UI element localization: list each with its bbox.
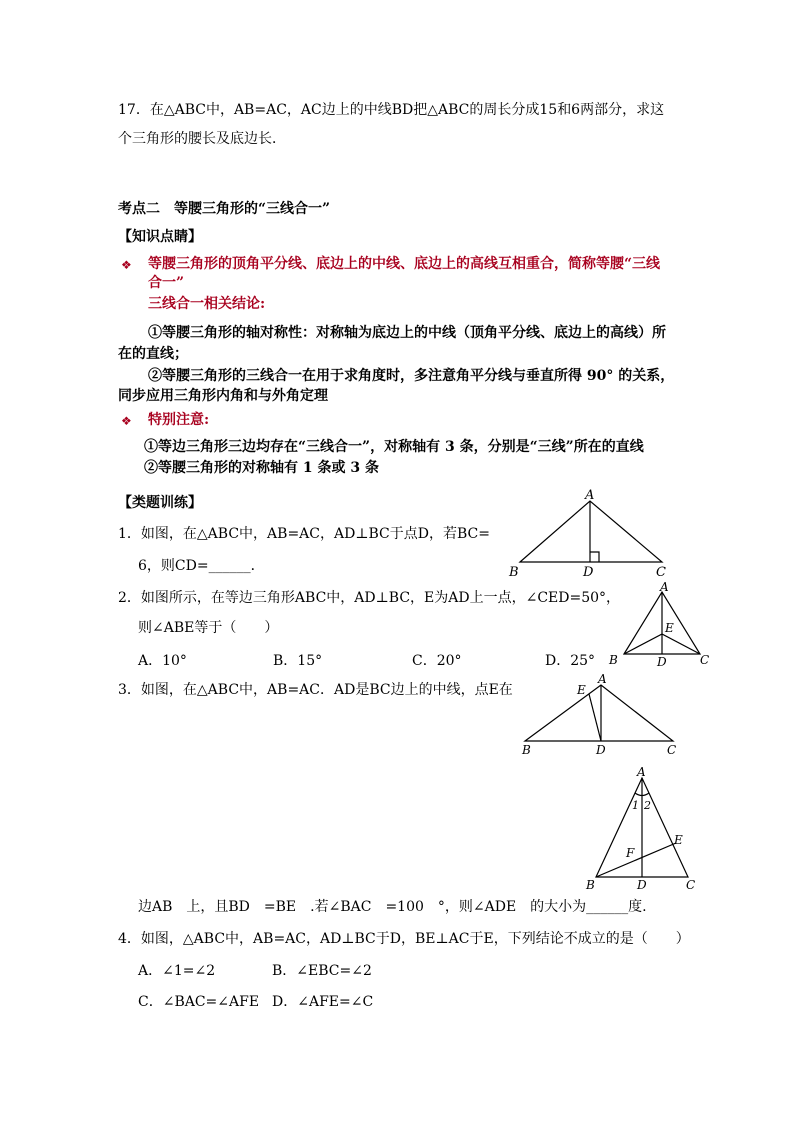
p2-line2: 则∠ABE等于（ ） <box>138 620 279 636</box>
point1-line2: 合一” <box>148 275 185 291</box>
conclusion1-line1: ①等腰三角形的轴对称性：对称轴为底边上的中线（顶角平分线、底边上的高线）所 <box>148 325 666 341</box>
fig2-label-c: C <box>700 653 710 667</box>
fig2-label-a: A <box>660 580 669 594</box>
p4-option-a[interactable]: A．∠1=∠2 <box>138 963 216 979</box>
fig3-label-b: B <box>522 743 531 757</box>
conclusion-title: 三线合一相关结论: <box>148 296 266 312</box>
p2-option-a[interactable]: A．10° <box>138 653 187 669</box>
p4-option-c[interactable]: C．∠BAC=∠AFE <box>138 994 260 1010</box>
p4-line1: 4．如图，△ABC中，AB=AC，AD⊥BC于D，BE⊥AC于E，下列结论不成立的是（ ） <box>118 931 690 947</box>
fig3-label-c: C <box>667 743 677 757</box>
p1-line2: 6，则CD=______． <box>138 558 265 574</box>
fig4-label-2: 2 <box>644 799 651 812</box>
q17-line1: 17．在△ABC中，AB=AC，AC边上的中线BD把△ABC的周长分成15和6两部分，求这 <box>118 102 665 118</box>
fig3-label-d: D <box>596 743 606 757</box>
fig4-label-d: D <box>637 878 647 892</box>
q17-line2: 个三角形的腰长及底边长． <box>118 131 286 147</box>
diamond-bullet-icon: ❖ <box>121 258 132 272</box>
p3-line1: 3．如图，在△ABC中，AB=AC．AD是BC边上的中线，点E在 <box>118 682 513 698</box>
diamond-bullet-icon: ❖ <box>121 414 132 428</box>
figure-4 <box>580 764 705 896</box>
practice-header: 【类题训练】 <box>118 495 202 511</box>
fig1-label-d: D <box>583 565 594 580</box>
special-title: 特别注意: <box>148 412 210 428</box>
fig2-label-d: D <box>657 655 667 669</box>
fig4-label-f: F <box>626 846 635 860</box>
fig4-label-e: E <box>674 833 683 847</box>
conclusion1-line2: 在的直线； <box>118 346 188 362</box>
fig3-label-e: E <box>577 683 586 697</box>
fig1-label-c: C <box>656 565 666 580</box>
fig4-label-a: A <box>637 765 646 779</box>
p4-option-b[interactable]: B．∠EBC=∠2 <box>272 963 372 979</box>
fig3-label-a: A <box>598 672 607 686</box>
fig2-label-e: E <box>665 621 674 635</box>
special-note-2: ②等腰三角形的对称轴有 1 条或 3 条 <box>144 460 379 476</box>
knowledge-header: 【知识点睛】 <box>118 229 202 245</box>
conclusion2-line2: 同步应用三角形内角和与外角定理 <box>118 388 328 404</box>
p2-option-b[interactable]: B．15° <box>273 653 323 669</box>
p4-option-d[interactable]: D．∠AFE=∠C <box>272 994 374 1010</box>
fig2-label-b: B <box>609 653 618 667</box>
p2-option-d[interactable]: D．25° <box>545 653 596 669</box>
special-note-1: ①等边三角形三边均存在“三线合一”，对称轴有 3 条，分别是“三线”所在的直线 <box>144 439 644 455</box>
fig1-label-b: B <box>509 565 519 580</box>
figure-1 <box>505 488 675 580</box>
point1-line1: 等腰三角形的顶角平分线、底边上的中线、底边上的高线互相重合，简称等腰“三线 <box>148 256 661 272</box>
fig4-label-c: C <box>686 878 696 892</box>
fig1-label-a: A <box>585 488 595 503</box>
section-title: 考点二 等腰三角形的“三线合一” <box>118 201 331 217</box>
p3-line2: 边AB 上，且BD =BE .若∠BAC =100 °，则∠ADE 的大小为______度. <box>138 899 647 915</box>
p1-line1: 1．如图，在△ABC中，AB=AC，AD⊥BC于点D，若BC= <box>118 526 490 542</box>
conclusion2-line1: ②等腰三角形的三线合一在用于求角度时，多注意角平分线与垂直所得 90° 的关系， <box>148 368 675 384</box>
figure-2 <box>606 580 718 672</box>
fig4-label-b: B <box>586 878 595 892</box>
p2-option-c[interactable]: C．20° <box>412 653 462 669</box>
fig4-label-1: 1 <box>632 799 639 812</box>
p2-line1: 2．如图所示，在等边三角形ABC中，AD⊥BC，E为AD上一点，∠CED=50°， <box>118 590 621 606</box>
figure-3 <box>515 668 685 758</box>
